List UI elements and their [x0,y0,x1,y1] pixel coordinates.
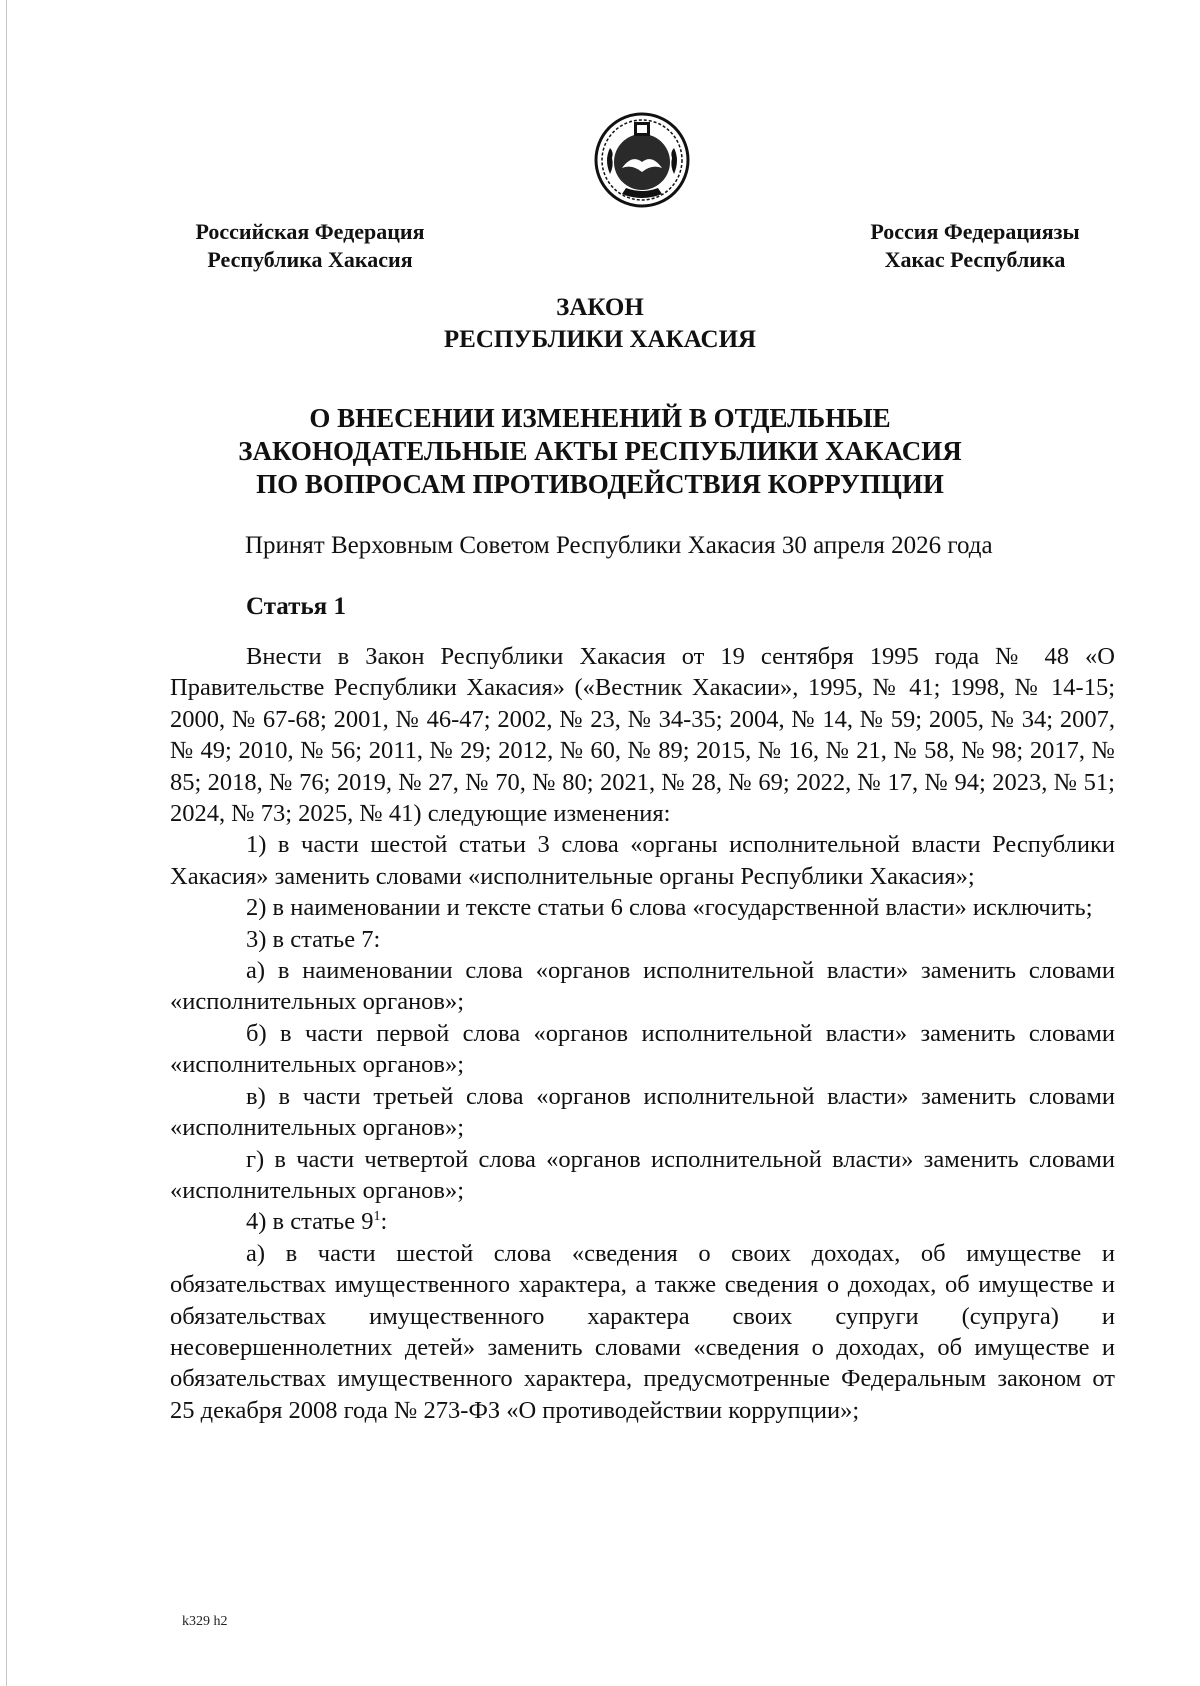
header-right-line1: Россия Федерациязы [870,219,1080,244]
paragraph-item-3c: в) в части третьей слова «органов исполнительной власти» заменить словами «исполнительных органов»; [170,1082,1115,1142]
header-right-line2: Хакас Республика [884,247,1066,272]
law-title [0,292,1200,356]
header-left [160,218,460,274]
adoption-statement: Принят Верховным Советом Республики Хакасия 30 апреля 2026 года [245,532,993,559]
coat-of-arms-emblem-icon [592,110,692,210]
law-subject-line2: ЗАКОНОДАТЕЛЬНЫЕ АКТЫ РЕСПУБЛИКИ ХАКАСИЯ [238,436,962,466]
article-body [170,641,1115,1426]
paragraph-intro: Внести в Закон Республики Хакасия от 19 сентября 1995 года № 48 «О Правительстве Республики Хакасия» («Вестник Хакасии», 1995, № 41; 1998, № 14-15; 2000, № 67-68; 2001, № 46-47; 2002, № 23, № 34-35; 2004, № 14, № 59; 2005, № 34; 2007, № 49; 2010, № 56; 2011, № 29; 2012, № 60, № 89; 2015, № 16, № 21, № 58, № 98; 2017, № 85; 2018, № 76; 2019, № 27, № 70, № 80; 2021, № 28, № 69; 2022, № 17, № 94; 2023, № 51; 2024, № 73; 2025, № 41) следующие изменения: [170,643,1115,828]
law-title-line1: ЗАКОН [556,294,644,321]
paragraph-item-4a: а) в части шестой слова «сведения о своих доходах, об имуществе и обязательствах имущественного характера, а также сведения о доходах, об имуществе и обязательствах имущественного характера своих супруги (супруга) и несовершеннолетних детей» заменить словами «сведения о доходах, об имуществе и обязательствах имущественного характера, предусмотренные Федеральным законом от 25 декабря 2008 года № 273-ФЗ «О противодействии коррупции»; [170,1239,1115,1424]
paragraph-item-3: 3) в статье 7: [246,925,381,953]
header-left-line1: Российская Федерация [195,219,425,244]
paragraph-item-4-text: 4) в статье 9 [246,1208,374,1236]
law-subject-line3: ПО ВОПРОСАМ ПРОТИВОДЕЙСТВИЯ КОРРУПЦИИ [256,469,944,499]
law-title-line2: РЕСПУБЛИКИ ХАКАСИЯ [443,326,757,353]
paragraph-item-4-superscript: 1 [373,1209,381,1225]
footer-document-code: k329 h2 [182,1614,228,1629]
paragraph-item-4 [170,1206,1115,1237]
paragraph-item-3a: а) в наименовании слова «органов исполнительной власти» заменить словами «исполнительных органов»; [170,957,1115,1016]
paragraph-item-3b: б) в части первой слова «органов исполнительной власти» заменить словами «исполнительных органов»; [170,1019,1115,1079]
paragraph-item-3d: г) в части четвертой слова «органов исполнительной власти» заменить словами «исполнительных органов»; [170,1145,1115,1204]
paragraph-item-2: 2) в наименовании и тексте статьи 6 слова «государственной власти» исключить; [246,894,1093,922]
law-subject-line1: О ВНЕСЕНИИ ИЗМЕНЕНИЙ В ОТДЕЛЬНЫЕ [309,403,891,433]
header-right [835,218,1115,274]
paragraph-item-1: 1) в части шестой статьи 3 слова «органы исполнительной власти Республики Хакасия» заменить словами «исполнительные органы Республики Хакасия»; [170,831,1115,890]
law-subject [0,402,1200,501]
paragraph-item-4-colon: : [380,1208,388,1236]
header-left-line2: Республика Хакасия [207,247,413,272]
scan-edge-line [6,0,7,1686]
article-heading: Статья 1 [246,593,346,620]
